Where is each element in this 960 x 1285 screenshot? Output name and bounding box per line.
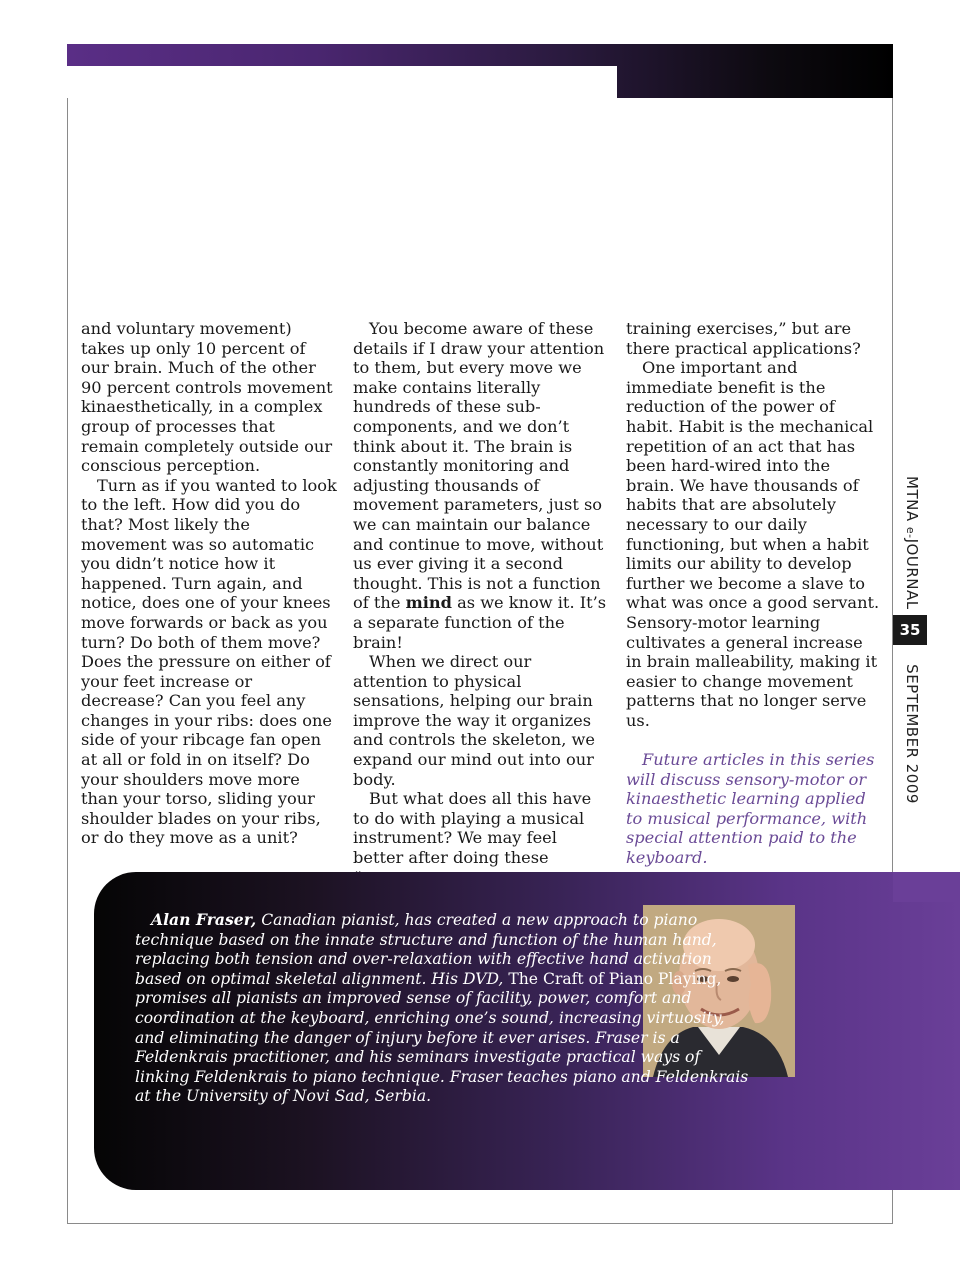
bio-paragraph — [135, 910, 750, 1107]
paragraph: One important and immediate benefit is the reduction of the power of habit. Habit is the mechanical repetition of an act that has been hard-wired into the brain. We have thousands of habits that are absolutely necessary to our daily functioning, but when a habit limits our ability to develop further we become a slave to what was once a good servant. Sensory-motor learning cultivates a general increase in brain malleability, making it easier to change movement patterns that no longer serve us. — [626, 358, 880, 730]
issue-date: SEPTEMBER 2009 — [903, 664, 921, 804]
emphasis-mind: mind — [405, 593, 452, 613]
journal-name-b: e- — [904, 526, 917, 539]
article-column-2 — [353, 319, 609, 887]
author-name: Alan Fraser, — [151, 910, 257, 929]
journal-name-c: JOURNAL — [903, 538, 921, 610]
paragraph: training exercises,” but are there practical applications? — [626, 319, 861, 358]
bio-box-tab — [893, 872, 960, 902]
bio-text-run: Canadian pianist, has created a new approach to piano technique based on the innate structure and function of the human hand, replacing both tension and over-relaxation with effective hand activation based on optimal skeletal alignment. His DVD, — [135, 911, 717, 988]
text-run: You become aware of these details if I draw your attention to them, but every move we make contains literally hundreds of these sub-components, and we don’t think about it. The brain is constantly monitoring and adjusting thousands of movement parameters, just so we can maintain our balance and continue to move, without us ever giving it a second thought. This is not a function of the — [353, 319, 605, 613]
paragraph: and voluntary movement) takes up only 10 percent of our brain. Much of the other 90 percent controls movement kinaesthetically, in a complex group of processes that remain completely outside our conscious perception. — [81, 319, 333, 476]
header-bar-cutout — [67, 66, 617, 98]
paragraph: When we direct our attention to physical sensations, helping our brain improve the way it organizes and controls the skeleton, we expand our mind out into our body. — [353, 652, 595, 789]
dvd-title: The Craft of Piano Playing, — [508, 969, 722, 988]
future-articles-note: Future articles in this series will discuss sensory-motor or kinaesthetic learning applied to musical performance, with special attention paid to the keyboard. — [626, 750, 875, 868]
paragraph: Turn as if you wanted to look to the left. How did you do that? Most likely the movement was so automatic you didn’t notice how it happened. Turn again, and notice, does one of your knees move forwards or back as you turn? Do both of them move? Does the pressure on either of your feet increase or decrease? Can you feel any changes in your ribs: does one side of your ribcage fan open at all or fold in on itself? Do your shoulders move more than your torso, sliding your shoulder blades on your ribs, or do they move as a unit? — [81, 475, 337, 848]
author-bio-text — [135, 910, 750, 1107]
article-column-1 — [81, 319, 337, 848]
text-run: as we know it. It’s a separate function of the brain! — [353, 593, 607, 652]
bio-text-run: promises all pianists an improved sense of facility, power, comfort and coordination at the keyboard, enriching one’s sound, increasing virtuosity, and eliminating the danger of injury before it ever arises. Fraser is a Feldenkrais practitioner, and his seminars investigate practical ways of linking Feldenkrais to piano technique. Fraser teaches piano and Feldenkrais at the University of Novi Sad, Serbia. — [135, 989, 749, 1106]
journal-name-a: MTNA — [903, 476, 921, 522]
page-number: 35 — [893, 615, 927, 645]
paragraph — [353, 319, 609, 652]
article-column-3 — [626, 319, 882, 868]
paragraph: But what does all this have to do with playing a musical instrument? We may feel better after doing these — [353, 789, 592, 868]
